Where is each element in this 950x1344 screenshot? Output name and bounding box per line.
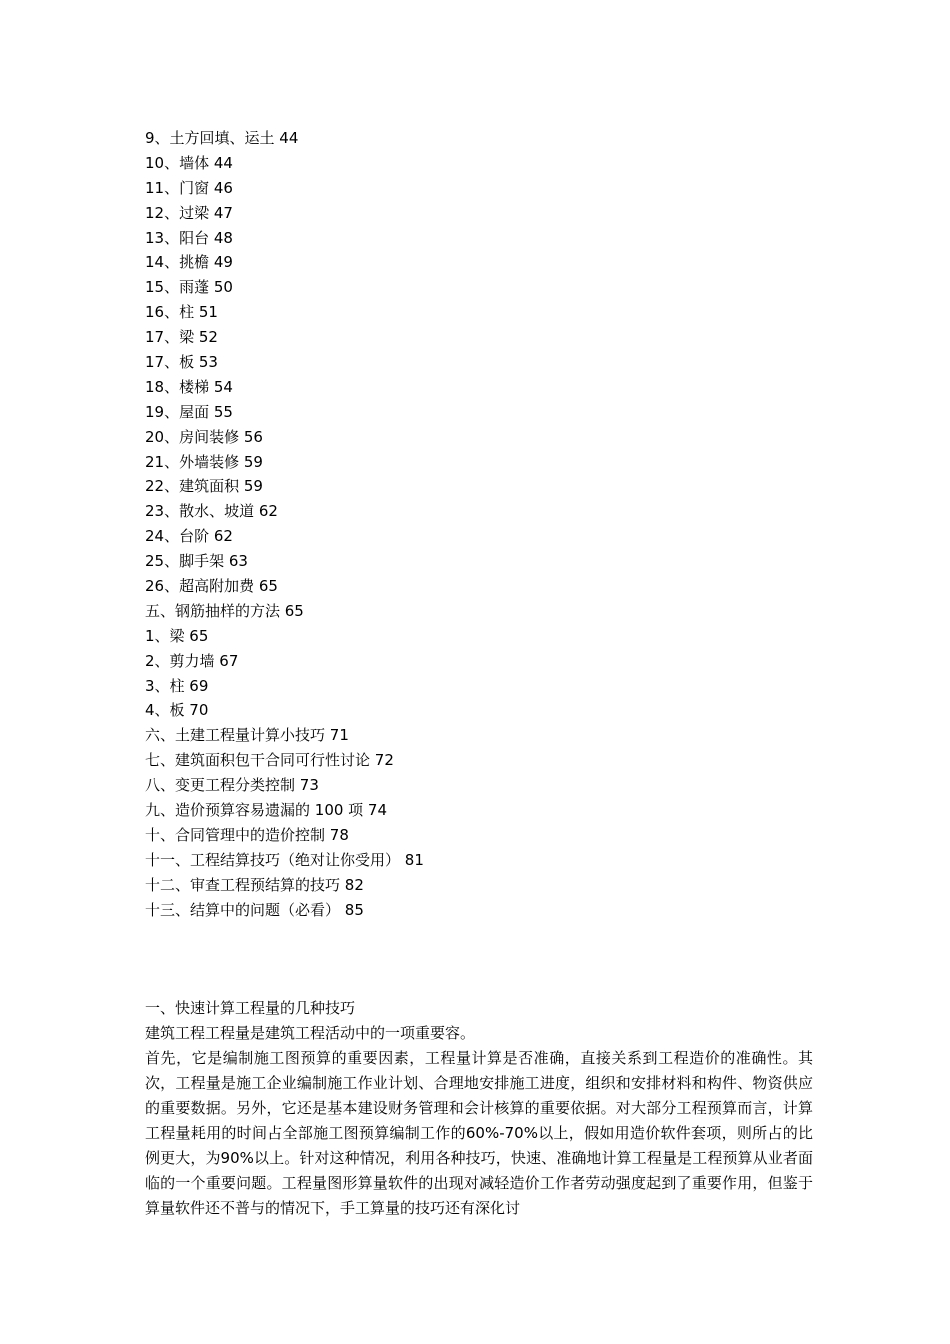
toc-item: 9、土方回填、运土 44 — [145, 129, 299, 147]
toc-item: 18、楼梯 54 — [145, 377, 233, 396]
toc-item: 3、柱 69 — [145, 676, 209, 695]
toc-item: 13、阳台 48 — [145, 228, 233, 247]
section-body-paragraph: 首先，它是编制施工图预算的重要因素，工程量计算是否准确，直接关系到工程造价的准确性。其次，工程量是施工企业编制施工作业计划、合理地安排施工进度，组织和安排材料和构件、物资供应的重要数据。另外，它还是基本建设财务管理和会计核算的重要依据。对大部分工程预算而言，计算工程量耗用的时间占全部施工图预算编制工作的60%-70%以上，假如用造价软件套项，则所占的比例更大，为90%以上。针对这种情况，利用各种技巧，快速、准确地计算工程量是工程预算从业者面临的一个重要问题。工程量图形算量软件的出现对减轻造价工作者劳动强度起到了重要作用，但鉴于算量软件还不普与的情况下，手工算量的技巧还有深化讨 — [145, 1049, 813, 1217]
toc-item: 14、挑檐 49 — [145, 253, 233, 272]
toc-item: 12、过梁 47 — [145, 203, 233, 222]
toc-item: 22、建筑面积 59 — [145, 477, 263, 496]
section-lead-paragraph: 建筑工程工程量是建筑工程活动中的一项重要容。 — [145, 1024, 476, 1042]
toc-item: 16、柱 51 — [145, 303, 218, 322]
section-quick-calculation — [145, 996, 813, 1221]
toc-item: 十一、工程结算技巧（绝对让你受用） 81 — [145, 850, 424, 869]
toc-item: 2、剪力墙 67 — [145, 651, 239, 670]
toc-item: 19、屋面 55 — [145, 402, 233, 421]
toc-item: 十三、结算中的问题（必看） 85 — [145, 900, 364, 919]
toc-item: 20、房间装修 56 — [145, 427, 263, 446]
toc-item: 15、雨蓬 50 — [145, 278, 233, 297]
toc-item: 4、板 70 — [145, 701, 209, 720]
table-of-contents — [145, 126, 845, 923]
toc-item: 五、钢筋抽样的方法 65 — [145, 601, 304, 620]
toc-item: 七、建筑面积包干合同可行性讨论 72 — [145, 751, 394, 770]
toc-item: 24、台阶 62 — [145, 527, 233, 546]
toc-item: 21、外墙装修 59 — [145, 452, 263, 471]
toc-item: 十二、审查工程预结算的技巧 82 — [145, 875, 364, 894]
toc-item: 25、脚手架 63 — [145, 552, 248, 571]
toc-item: 23、散水、坡道 62 — [145, 502, 278, 521]
toc-item: 17、梁 52 — [145, 328, 218, 347]
toc-item: 九、造价预算容易遗漏的 100 项 74 — [145, 801, 388, 820]
toc-item: 1、梁 65 — [145, 626, 209, 645]
toc-item: 六、土建工程量计算小技巧 71 — [145, 726, 349, 745]
toc-item: 26、超高附加费 65 — [145, 577, 278, 596]
toc-item: 八、变更工程分类控制 73 — [145, 776, 319, 795]
section-heading: 一、快速计算工程量的几种技巧 — [145, 999, 356, 1017]
toc-item: 10、墙体 44 — [145, 153, 233, 172]
toc-item: 11、门窗 46 — [145, 178, 233, 197]
toc-item: 十、合同管理中的造价控制 78 — [145, 825, 349, 844]
toc-item: 17、板 53 — [145, 353, 218, 372]
